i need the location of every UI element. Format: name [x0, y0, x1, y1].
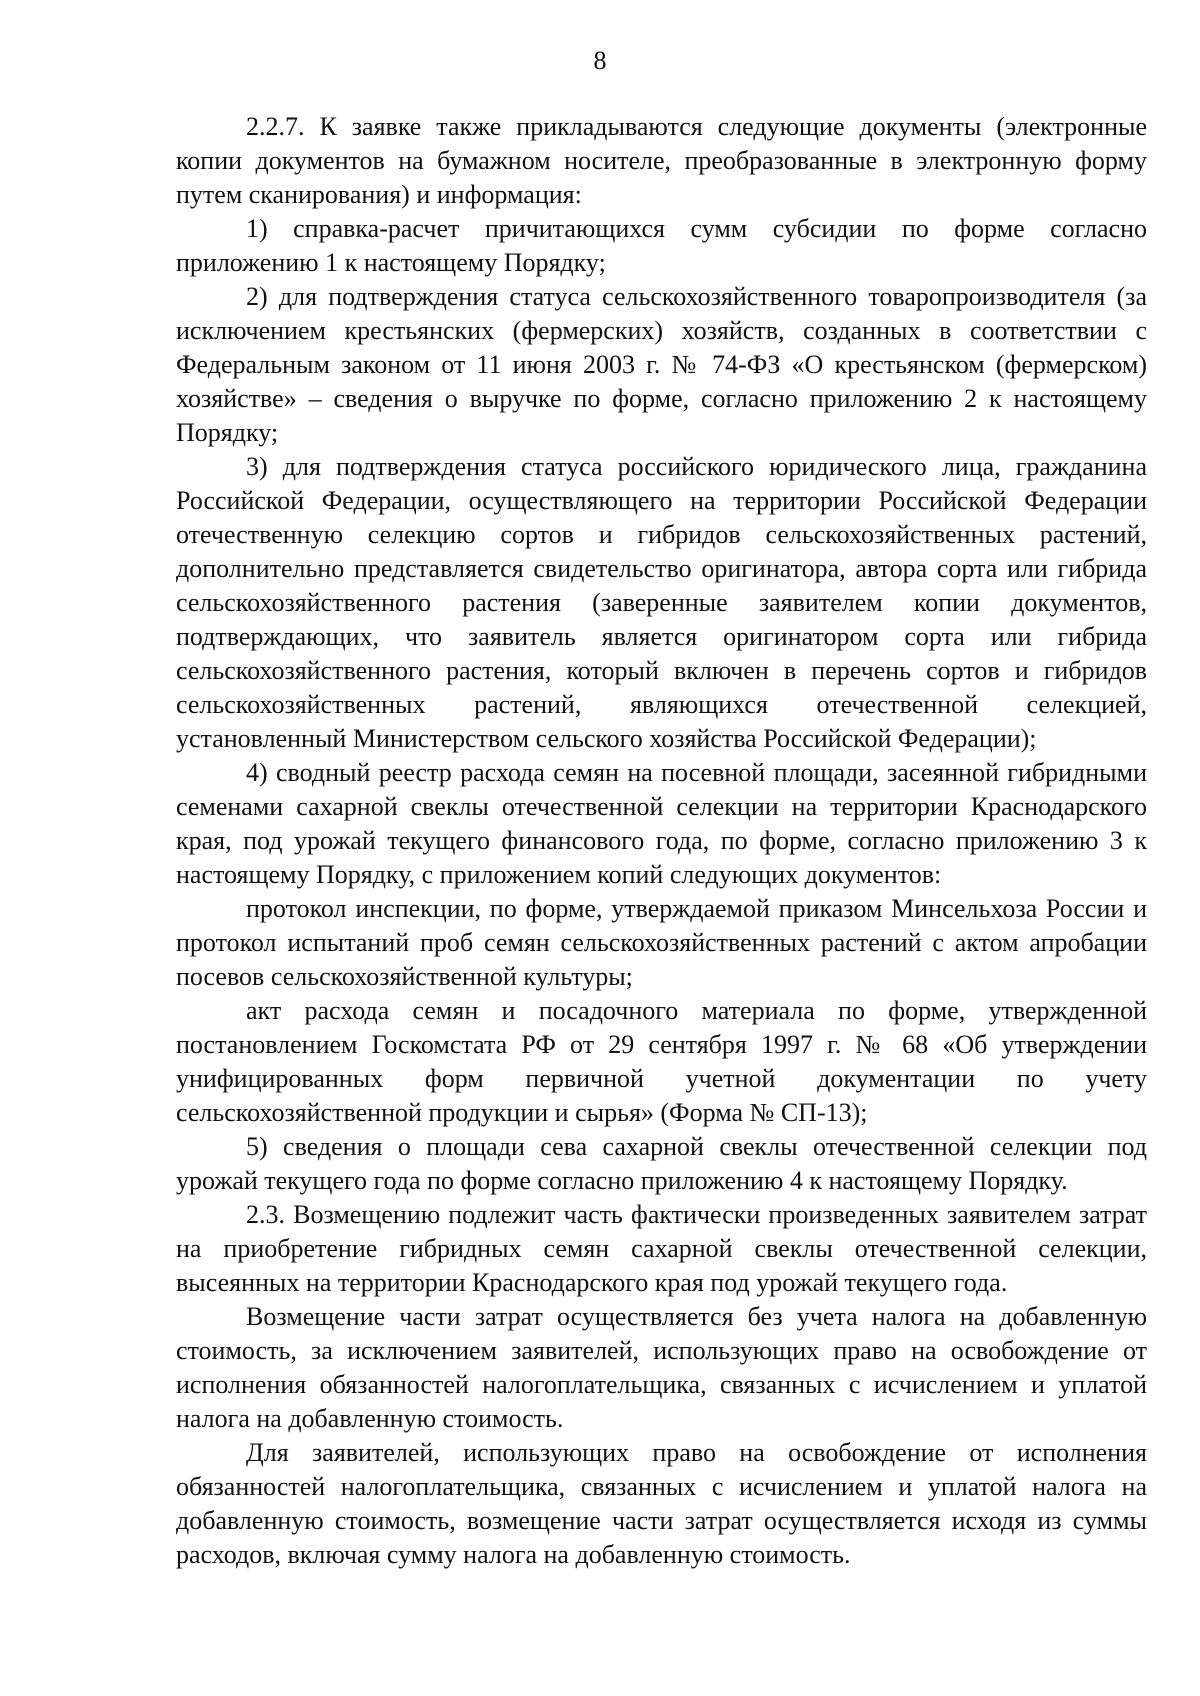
- paragraph-vat-inclusion: Для заявителей, использующих право на освобождение от исполнения обязанностей налогоплательщика, связанных с исчислением и уплатой налога на добавленную стоимость, возмещение части затрат осуществляется исходя из суммы расходов, включая сумму налога на добавленную стоимость.: [176, 1438, 1147, 1569]
- list-item-4: 4) сводный реестр расхода семян на посевной площади, засеянной гибридными семенами сахарной свеклы отечественной селекции на территории Краснодарского края, под урожай текущего финансового года, по форме, согласно приложению 3 к настоящему Порядку, с приложением копий следующих документов:: [176, 758, 1147, 889]
- sub-item-seed-act: акт расхода семян и посадочного материала по форме, утвержденной постановлением Госкомстата РФ от 29 сентября 1997 г. № 68 «Об утверждении унифицированных форм первичной учетной документации по учету сельскохозяйственной продукции и сырья» (Форма № СП-13);: [176, 996, 1147, 1127]
- sub-item-inspection-protocol: протокол инспекции, по форме, утверждаемой приказом Минсельхоза России и протокол испытаний проб семян сельскохозяйственных растений с актом апробации посевов сельскохозяйственной культуры;: [176, 894, 1147, 991]
- paragraph-2-2-7: 2.2.7. К заявке также прикладываются следующие документы (электронные копии документов на бумажном носителе, преобразованные в электронную форму путем сканирования) и информация:: [176, 112, 1147, 209]
- list-item-2: 2) для подтверждения статуса сельскохозяйственного товаропроизводителя (за исключением крестьянских (фермерских) хозяйств, созданных в соответствии с Федеральным законом от 11 июня 2003 г. № 74-ФЗ «О крестьянском (фермерском) хозяйстве» – сведения о выручке по форме, согласно приложению 2 к настоящему Порядку;: [176, 282, 1147, 447]
- paragraph-vat-exclusion: Возмещение части затрат осуществляется без учета налога на добавленную стоимость, за исключением заявителей, использующих право на освобождение от исполнения обязанностей налогоплательщика, связанных с исчислением и уплатой налога на добавленную стоимость.: [176, 1302, 1147, 1433]
- document-body: [176, 110, 1147, 1572]
- list-item-5: 5) сведения о площади сева сахарной свеклы отечественной селекции под урожай текущего года по форме согласно приложению 4 к настоящему Порядку.: [176, 1132, 1147, 1195]
- paragraph-2-3: 2.3. Возмещению подлежит часть фактически произведенных заявителем затрат на приобретение гибридных семян сахарной свеклы отечественной селекции, высеянных на территории Краснодарского края под урожай текущего года.: [176, 1200, 1147, 1297]
- list-item-3: 3) для подтверждения статуса российского юридического лица, гражданина Российской Федерации, осуществляющего на территории Российской Федерации отечественную селекцию сортов и гибридов сельскохозяйственных растений, дополнительно представляется свидетельство оригинатора, автора сорта или гибрида сельскохозяйственного растения (заверенные заявителем копии документов, подтверждающих, что заявитель является оригинатором сорта или гибрида сельскохозяйственного растения, который включен в перечень сортов и гибридов сельскохозяйственных растений, являющихся отечественной селекцией, установленный Министерством сельского хозяйства Российской Федерации);: [176, 452, 1147, 753]
- list-item-1: 1) справка-расчет причитающихся сумм субсидии по форме согласно приложению 1 к настоящему Порядку;: [176, 214, 1147, 277]
- page-number: 8: [593, 46, 607, 75]
